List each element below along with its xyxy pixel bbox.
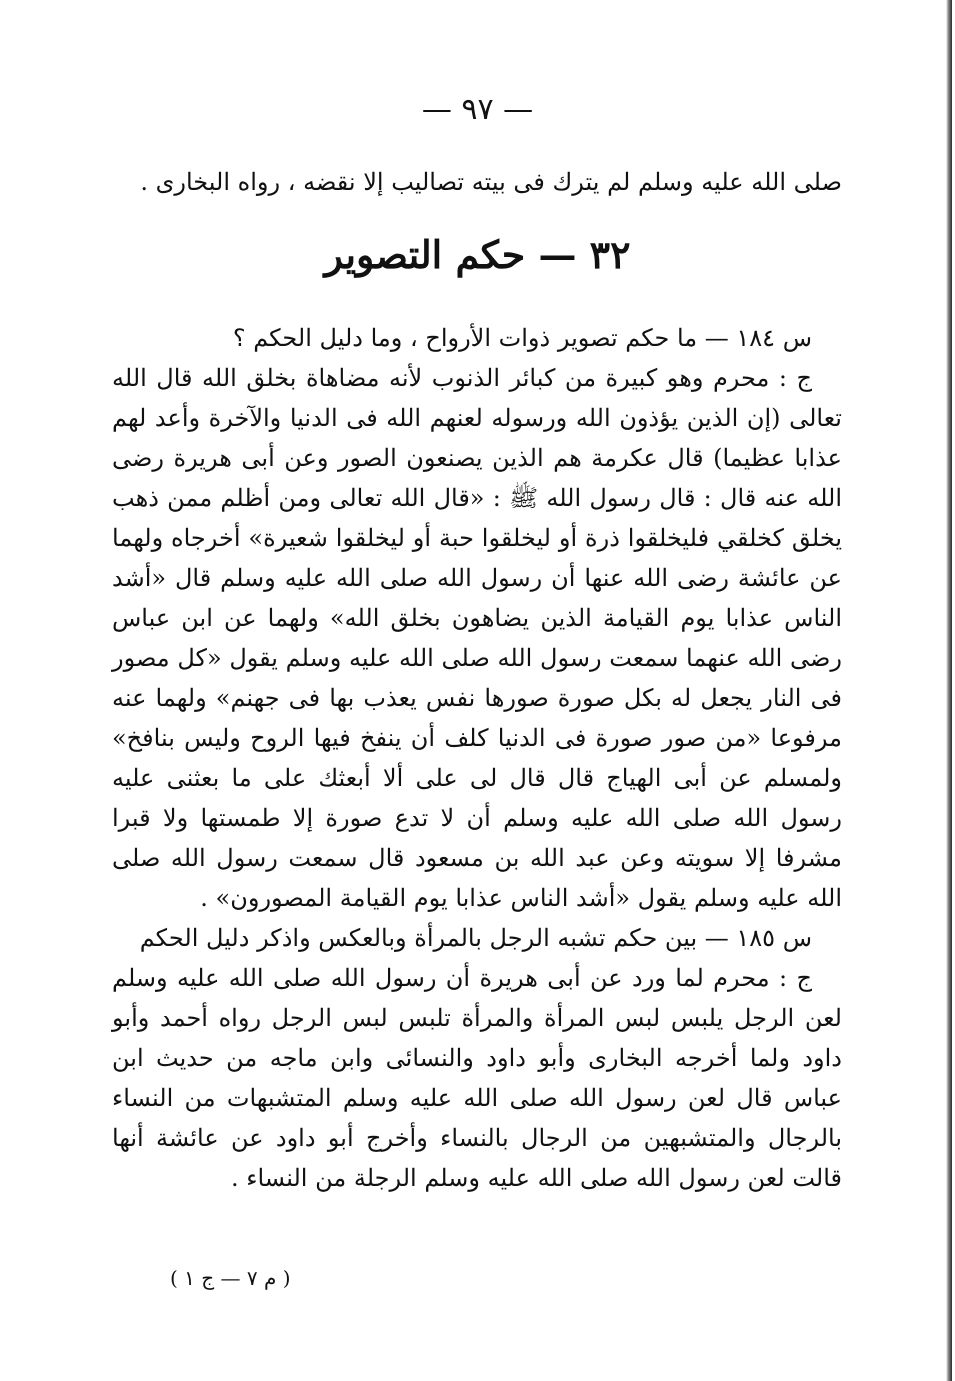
question-185: س ١٨٥ — بين حكم تشبه الرجل بالمرأة وبالعكس واذكر دليل الحكم bbox=[139, 924, 812, 952]
main-text bbox=[112, 318, 842, 1198]
intro-line: صلى الله عليه وسلم لم يترك فى بيته تصاليب إلا نقضه ، رواه البخارى . bbox=[140, 168, 842, 196]
question-184: س ١٨٤ — ما حكم تصوير ذوات الأرواح ، وما دليل الحكم ؟ bbox=[232, 324, 812, 352]
page-edge-shadow bbox=[946, 0, 952, 1381]
answer-184: ج : محرم وهو كبيرة من كبائر الذنوب لأنه مضاهاة بخلق الله قال الله تعالى (إن الذين يؤذون الله ورسوله لعنهم الله فى الدنيا والآخرة وأعد لهم عذابا عظيما) قال عكرمة هم الذين يصنعون الصور وعن أبى هريرة رضى الله عنه قال : قال رسول الله ﷺ : «قال الله تعالى ومن أظلم ممن ذهب يخلق كخلقي فليخلقوا ذرة أو ليخلقوا حبة أو ليخلقوا شعيرة» أخرجاه ولهما عن عائشة رضى الله عنها أن رسول الله صلى الله عليه وسلم قال «أشد الناس عذابا يوم القيامة الذين يضاهون بخلق الله» ولهما عن ابن عباس رضى الله عنهما سمعت رسول الله صلى الله عليه وسلم يقول «كل مصور فى النار يجعل له بكل صورة صورها نفس يعذب بها فى جهنم» ولهما عنه مرفوعا «من صور صورة فى الدنيا كلف أن ينفخ فيها الروح وليس بنافخ» ولمسلم عن أبى الهياج قال قال لى على ألا أبعثك على ما بعثنى عليه رسول الله صلى الله عليه وسلم أن لا تدع صورة إلا طمستها ولا قبرا مشرفا إلا سويته وعن عبد الله بن مسعود قال سمعت رسول الله صلى الله عليه وسلم يقول «أشد الناس عذابا يوم القيامة المصورون» . bbox=[112, 364, 843, 912]
section-heading: ٣٢ — حكم التصوير bbox=[324, 232, 631, 277]
answer-185: ج : محرم لما ورد عن أبى هريرة أن رسول الله صلى الله عليه وسلم لعن الرجل يلبس لبس المرأة والمرأة تلبس لبس الرجل رواه أحمد وأبو داود ولما أخرجه البخارى وأبو داود والنسائى وابن ماجه من حديث ابن عباس قال لعن رسول الله صلى الله عليه وسلم المتشبهات من النساء بالرجال والمتشبهين من الرجال بالنساء وأخرج أبو داود عن عائشة أنها قالت لعن رسول الله صلى الله عليه وسلم الرجلة من النساء . bbox=[112, 964, 842, 1192]
signature-mark: ( م ٧ — ج ١ ) bbox=[170, 1266, 291, 1290]
page-number: — ٩٧ — bbox=[421, 92, 534, 127]
intro-text bbox=[112, 162, 842, 202]
